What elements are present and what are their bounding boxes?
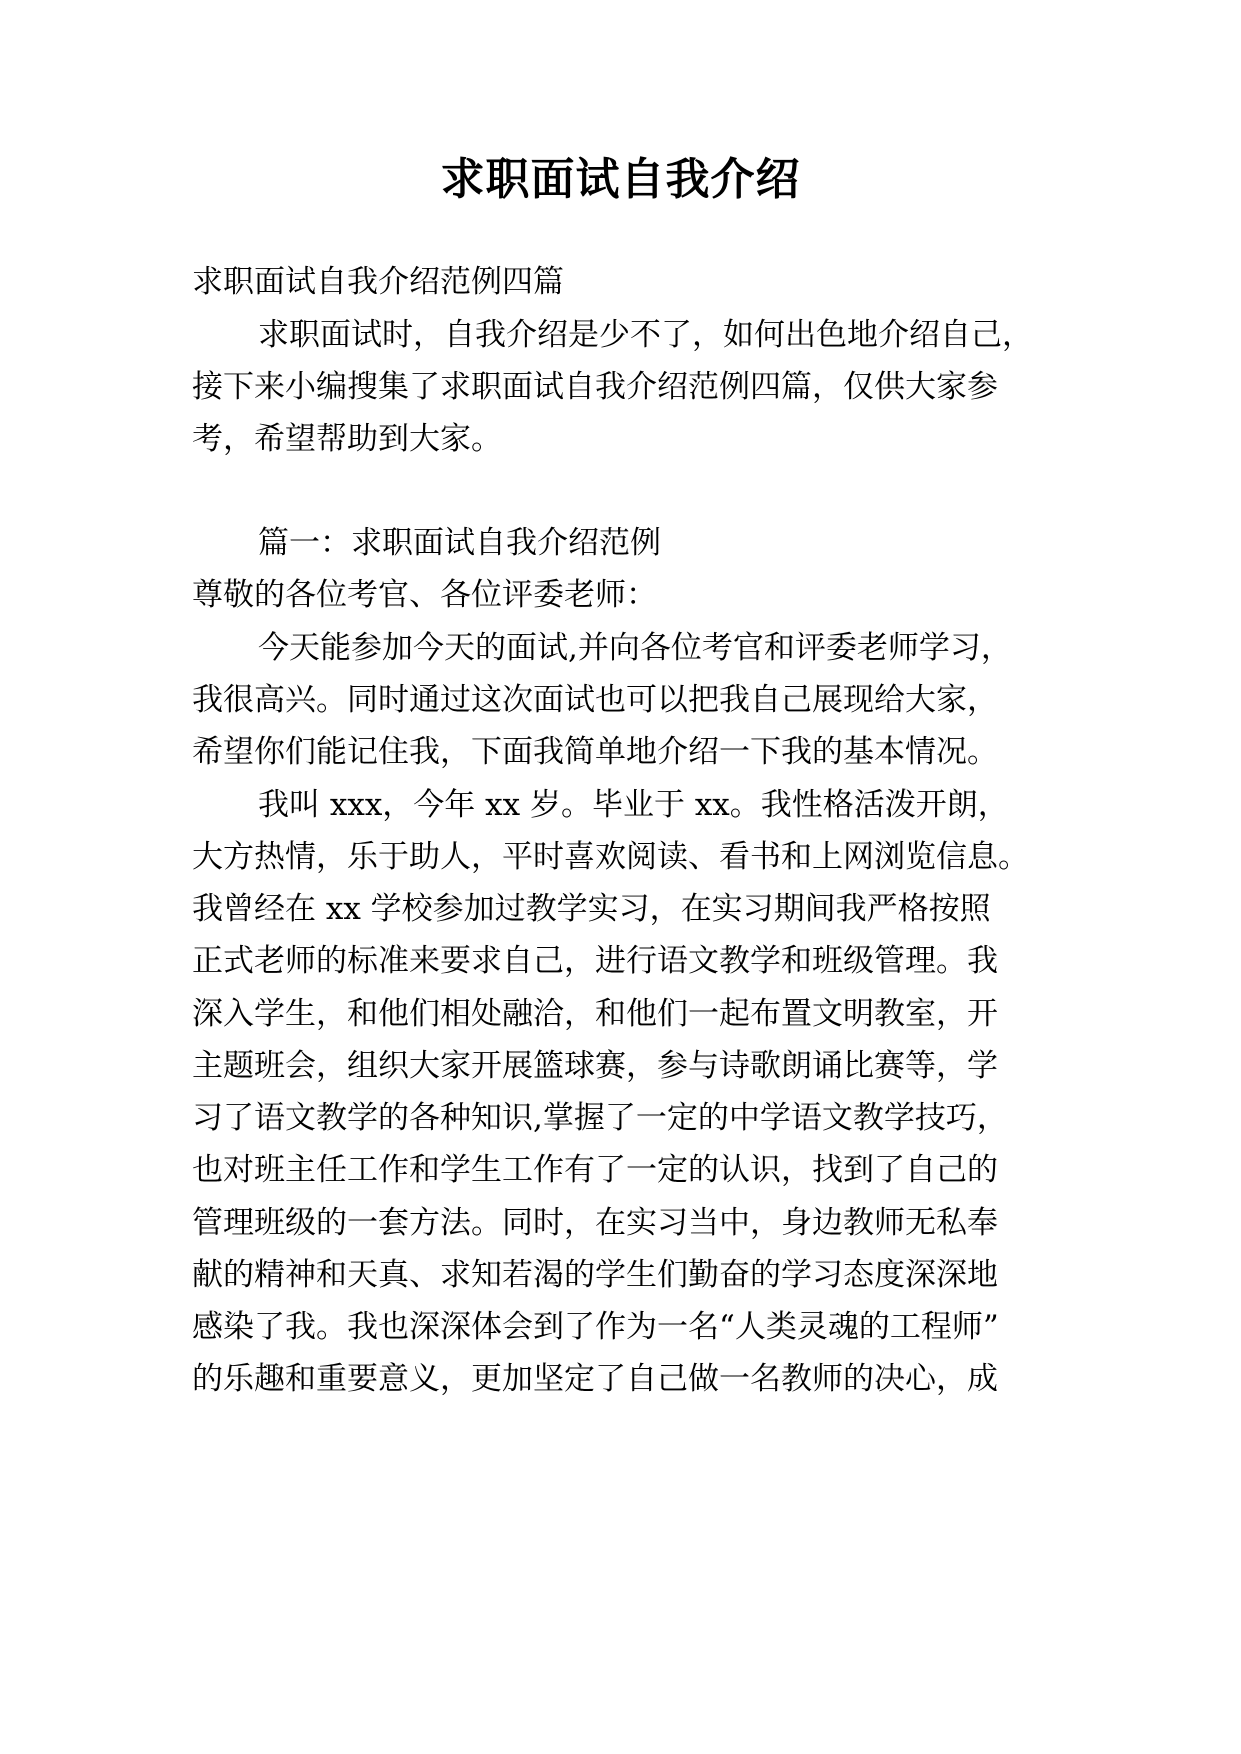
- paragraph-line: 大方热情，乐于助人，平时喜欢阅读、看书和上网浏览信息。: [192, 839, 1029, 875]
- document-title: 求职面试自我介绍: [440, 154, 801, 205]
- section-heading: 篇一：求职面试自我介绍范例: [258, 525, 661, 561]
- paragraph-line: 管理班级的一套方法。同时，在实习当中，身边教师无私奉: [192, 1205, 998, 1241]
- intro-line: 求职面试时，自我介绍是少不了，如何出色地介绍自己，: [258, 317, 1033, 353]
- intro-line: 接下来小编搜集了求职面试自我介绍范例四篇，仅供大家参: [192, 369, 998, 405]
- paragraph-line: 也对班主任工作和学生工作有了一定的认识，找到了自己的: [192, 1152, 998, 1188]
- paragraph-line: 感染了我。我也深深体会到了作为一名“人类灵魂的工程师”: [192, 1309, 999, 1345]
- paragraph-line: 深入学生，和他们相处融洽，和他们一起布置文明教室，开: [192, 996, 998, 1032]
- paragraph-line: 献的精神和天真、求知若渴的学生们勤奋的学习态度深深地: [192, 1257, 998, 1293]
- paragraph-line: 正式老师的标准来要求自己，进行语文教学和班级管理。我: [192, 943, 998, 979]
- document-subtitle: 求职面试自我介绍范例四篇: [192, 264, 564, 300]
- paragraph-line: 主题班会，组织大家开展篮球赛，参与诗歌朗诵比赛等，学: [192, 1048, 998, 1084]
- intro-line: 考，希望帮助到大家。: [192, 421, 502, 457]
- paragraph-line: 习了语文教学的各种知识,掌握了一定的中学语文教学技巧，: [192, 1100, 1008, 1136]
- paragraph-line: 我曾经在 xx 学校参加过教学实习，在实习期间我严格按照: [192, 891, 991, 927]
- paragraph-line: 希望你们能记住我，下面我简单地介绍一下我的基本情况。: [192, 734, 998, 770]
- salutation: 尊敬的各位考官、各位评委老师：: [192, 577, 657, 613]
- paragraph-line: 今天能参加今天的面试,并向各位考官和评委老师学习，: [258, 630, 1012, 666]
- paragraph-line: 的乐趣和重要意义，更加坚定了自己做一名教师的决心，成: [192, 1361, 998, 1397]
- paragraph-line: 我很高兴。同时通过这次面试也可以把我自己展现给大家，: [192, 682, 998, 718]
- paragraph-line: 我叫 xxx，今年 xx 岁。毕业于 xx。我性格活泼开朗，: [258, 787, 1009, 823]
